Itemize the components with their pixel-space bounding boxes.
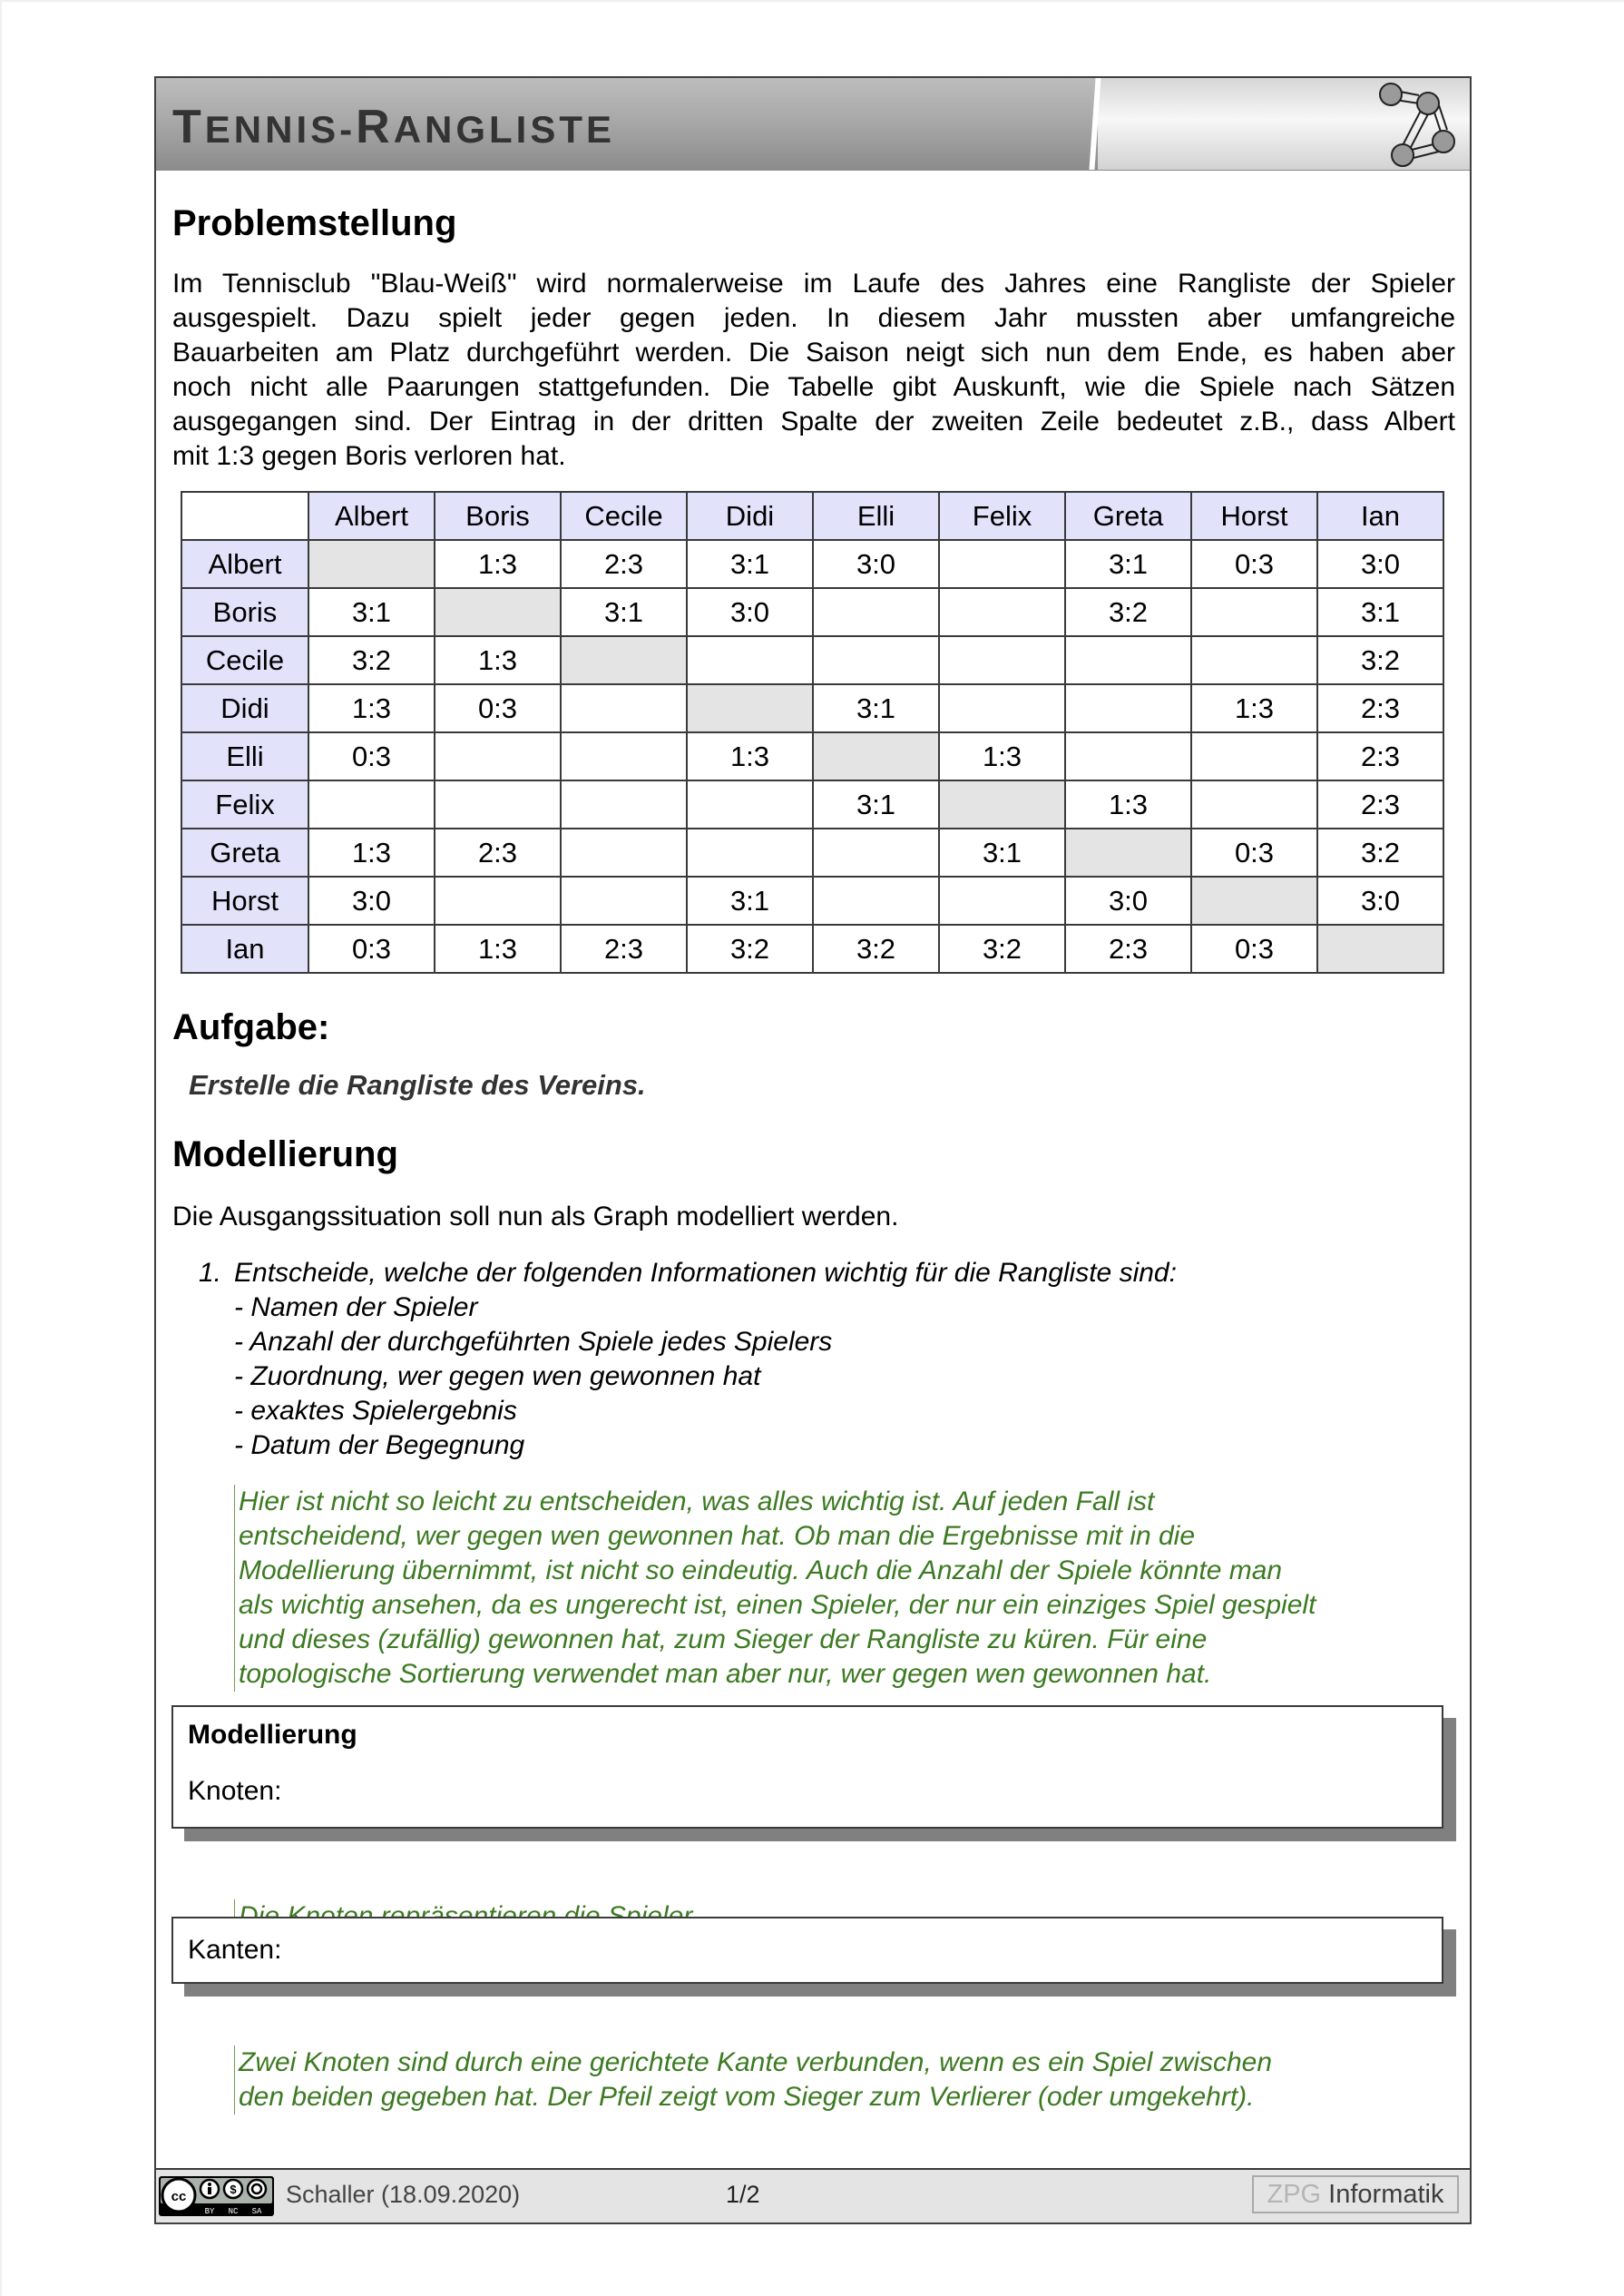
svg-text:$: $ [230,2183,237,2196]
score-cell: 1:3 [1191,684,1317,732]
task-text: Erstelle die Rangliste des Vereins. [189,1069,646,1101]
graph-logo-icon [1375,82,1457,167]
nodes-label: Knoten: [188,1776,282,1806]
section-heading-problem: Problemstellung [172,203,457,243]
box-title: Modellierung [188,1720,357,1750]
row-header: Felix [181,780,308,829]
table-row [181,829,1443,877]
score-cell: 1:3 [939,732,1065,780]
score-cell: 3:0 [1317,877,1443,925]
list-item: - Datum der Begegnung [234,1430,525,1460]
score-cell: 1:3 [308,684,435,732]
zpg-informatik-badge [1252,2175,1459,2213]
score-cell [939,684,1065,732]
score-cell [939,636,1065,684]
brand-suffix: Informatik [1321,2180,1444,2209]
svg-text:cc: cc [171,2189,187,2204]
svg-text:BY: BY [204,2207,215,2216]
score-cell [939,540,1065,588]
page-number: 1/2 [726,2181,760,2208]
score-cell [1191,780,1317,829]
modelling-intro: Die Ausgangssituation soll nun als Graph modelliert werden. [172,1202,899,1231]
score-cell [813,636,939,684]
diagonal-cell [1191,877,1317,925]
table-row [181,588,1443,636]
column-header: Greta [1065,492,1191,540]
score-cell: 3:1 [813,780,939,829]
score-cell: 3:0 [1317,540,1443,588]
score-cell [939,877,1065,925]
score-cell: 1:3 [687,732,813,780]
score-cell [813,877,939,925]
score-cell: 0:3 [1191,829,1317,877]
answer-block-information: Hier ist nicht so leicht zu entscheiden, was alles wichtig ist. Auf jeden Fall ist entscheidend, wer gegen wen gewonnen hat. Ob man die Ergebnisse mit in die Modellierung übernimmt, ist nicht so eindeutig. Auch die Anzahl der Spiele könnte man als wichtig ansehen, da es ungerecht ist, einen Spieler, der nur ein einziges Spiel gespielt und dieses (zufällig) gewonnen hat, zum Sieger der Rangliste zu küren. Für eine topologische Sortierung verwendet man aber nur, wer gegen wen gewonnen hat. [234,1485,1454,1692]
cc-by-nc-sa-icon [159,2176,274,2216]
score-cell: 3:1 [1317,588,1443,636]
score-cell: 3:1 [308,588,435,636]
results-table [181,491,1444,974]
score-cell: 3:0 [308,877,435,925]
worksheet-page [154,76,1472,2224]
section-heading-task: Aufgabe: [172,1007,330,1047]
table-header-row [181,492,1443,540]
score-cell: 1:3 [435,636,561,684]
list-item: - exaktes Spielergebnis [234,1396,517,1426]
score-cell [561,684,687,732]
score-cell: 0:3 [308,925,435,973]
score-cell: 0:3 [1191,925,1317,973]
score-cell: 2:3 [1317,684,1443,732]
table-row [181,636,1443,684]
score-cell: 3:1 [687,877,813,925]
score-cell [1191,588,1317,636]
score-cell [561,877,687,925]
page-title: TENNIS-RANGLISTE [172,101,616,153]
score-cell [1065,636,1191,684]
row-header: Didi [181,684,308,732]
row-header: Elli [181,732,308,780]
diagonal-cell [813,732,939,780]
score-cell [687,829,813,877]
score-cell: 0:3 [435,684,561,732]
row-header: Horst [181,877,308,925]
column-header: Didi [687,492,813,540]
score-cell: 3:2 [1317,829,1443,877]
answer-block-edges: Zwei Knoten sind durch eine gerichtete Kante verbunden, wenn es ein Spiel zwischen den beiden gegeben hat. Der Pfeil zeigt vom Sieger zum Verlierer (oder umgekehrt). [234,2046,1454,2114]
diagonal-cell [561,636,687,684]
svg-text:SA: SA [251,2207,262,2216]
score-cell: 3:2 [308,636,435,684]
score-cell: 2:3 [1317,732,1443,780]
score-cell: 3:1 [687,540,813,588]
score-cell: 1:3 [435,540,561,588]
score-cell [687,780,813,829]
brand-prefix: ZPG [1267,2180,1322,2209]
score-cell: 3:2 [939,925,1065,973]
page-header [156,78,1470,171]
score-cell [687,636,813,684]
row-header: Ian [181,925,308,973]
column-header: Cecile [561,492,687,540]
score-cell: 3:1 [561,588,687,636]
score-cell: 3:0 [687,588,813,636]
score-cell [813,829,939,877]
score-cell: 3:2 [813,925,939,973]
score-cell [561,732,687,780]
diagonal-cell [1065,829,1191,877]
table-corner-cell [181,492,308,540]
score-cell: 3:2 [687,925,813,973]
score-cell: 3:0 [813,540,939,588]
table-row [181,925,1443,973]
score-cell [1191,732,1317,780]
list-item: - Zuordnung, wer gegen wen gewonnen hat [234,1361,761,1391]
score-cell [308,780,435,829]
score-cell: 3:2 [1317,636,1443,684]
diagonal-cell [939,780,1065,829]
score-cell [561,829,687,877]
score-cell [435,780,561,829]
question-text: Entscheide, welche der folgenden Informationen wichtig für die Rangliste sind: [234,1258,1177,1288]
score-cell: 1:3 [308,829,435,877]
column-header: Boris [435,492,561,540]
score-cell: 3:1 [1065,540,1191,588]
edges-label: Kanten: [188,1935,282,1965]
row-header: Cecile [181,636,308,684]
score-cell: 2:3 [561,925,687,973]
score-cell [813,588,939,636]
header-logo-panel [1098,78,1470,170]
diagonal-cell [687,684,813,732]
score-cell: 2:3 [1317,780,1443,829]
score-cell: 2:3 [435,829,561,877]
score-cell: 2:3 [561,540,687,588]
footer-author-date: Schaller (18.09.2020) [286,2181,521,2208]
table-body [181,540,1443,973]
question-number: 1. [199,1258,222,1288]
table-row [181,732,1443,780]
list-item: - Namen der Spieler [234,1292,478,1322]
table-row [181,780,1443,829]
score-cell [435,732,561,780]
diagonal-cell [308,540,435,588]
score-cell: 3:1 [939,829,1065,877]
column-header: Elli [813,492,939,540]
column-header: Horst [1191,492,1317,540]
section-heading-modelling: Modellierung [172,1134,398,1174]
score-cell: 3:1 [813,684,939,732]
score-cell: 3:0 [1065,877,1191,925]
row-header: Greta [181,829,308,877]
score-cell [1065,732,1191,780]
score-cell [1191,636,1317,684]
table-row [181,540,1443,588]
score-cell: 0:3 [308,732,435,780]
column-header: Felix [939,492,1065,540]
column-header: Albert [308,492,435,540]
diagonal-cell [435,588,561,636]
modelling-box-nodes [171,1705,1443,1829]
row-header: Albert [181,540,308,588]
score-cell [1065,684,1191,732]
column-header: Ian [1317,492,1443,540]
list-item: - Anzahl der durchgeführten Spiele jedes Spielers [234,1327,833,1357]
svg-text:NC: NC [228,2207,239,2216]
score-cell [435,877,561,925]
row-header: Boris [181,588,308,636]
score-cell: 1:3 [435,925,561,973]
score-cell: 0:3 [1191,540,1317,588]
modelling-box-edges [171,1917,1443,1984]
diagonal-cell [1317,925,1443,973]
score-cell [561,780,687,829]
table-row [181,684,1443,732]
score-cell: 1:3 [1065,780,1191,829]
table-row [181,877,1443,925]
problem-paragraph: Im Tennisclub "Blau-Weiß" wird normalerweise im Laufe des Jahres eine Rangliste der Spieler ausgespielt. Dazu spielt jeder gegen jeden. In diesem Jahr mussten aber umfangreiche Bauarbeiten am Platz durchgeführt werden. Die Saison neigt sich nun dem Ende, es haben aber noch nicht alle Paarungen stattgefunden. Die Tabelle gibt Auskunft, wie die Spiele nach Sätzen ausgegangen sind. Der Eintrag in der dritten Spalte der zweiten Zeile bedeutet z.B., dass Albert mit 1:3 gegen Boris verloren hat. [172,269,1455,471]
page-footer [156,2168,1470,2222]
score-cell [939,588,1065,636]
score-cell: 3:2 [1065,588,1191,636]
score-cell: 2:3 [1065,925,1191,973]
